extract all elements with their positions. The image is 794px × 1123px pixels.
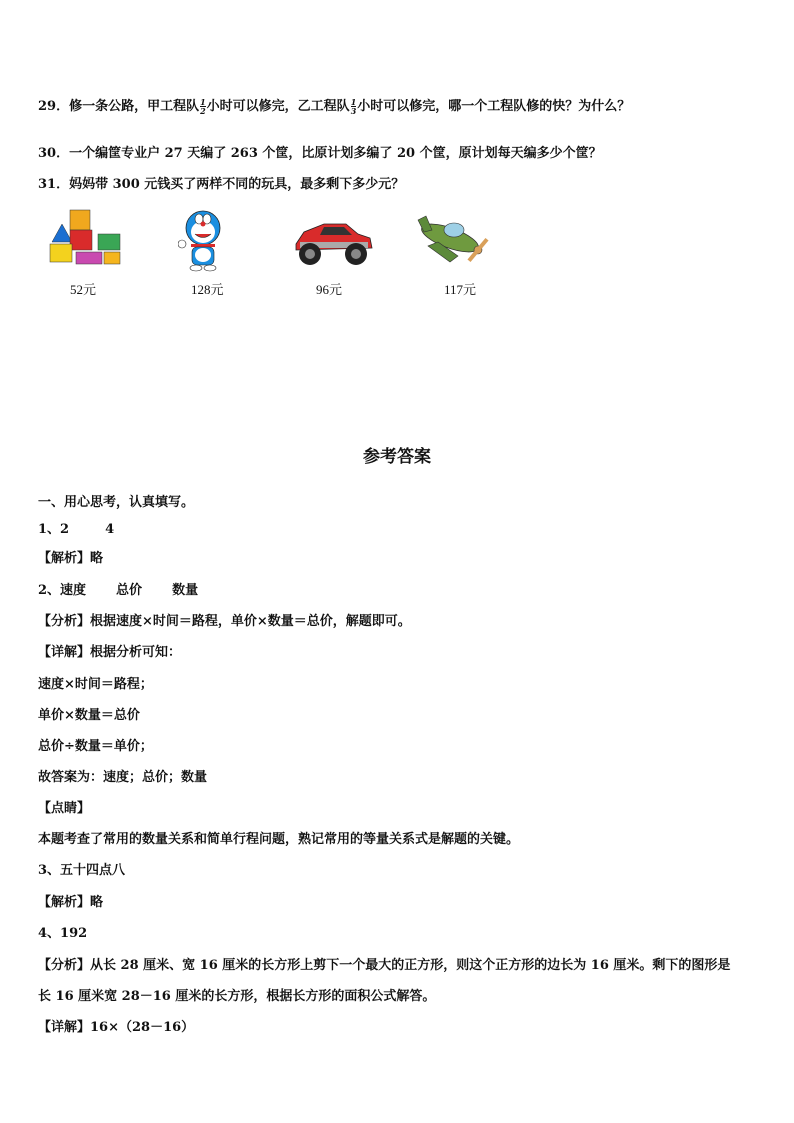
question-29: 29．修一条公路，甲工程队$\frac{1}{2}$ 小时可以修完，乙工程队$\frac{1}{3}$ 小时可以修完，哪一个工程队修的快？为什么？ [38, 97, 631, 116]
question-30: 30．一个编筐专业户 27 天编了 263 个筐，比原计划多编了 20 个筐，原计划每天编多少个筐？ [38, 146, 602, 161]
doraemon-icon [178, 208, 228, 272]
answer-2-line-2: 单价×数量＝总价 [38, 708, 140, 723]
answer-2-tip: 【点睛】 [38, 801, 91, 816]
price-blocks: 52元 [70, 282, 97, 297]
answer-4-analysis-1: 【分析】从长 28 厘米、宽 16 厘米的长方形上剪下一个最大的正方形，则这个正方形的边长为 16 厘米。剩下的图形是 [38, 958, 731, 973]
answer-1: 1、2 4 [38, 522, 115, 537]
building-blocks-icon [48, 208, 124, 268]
price-car: 96元 [316, 282, 343, 297]
answers-title: 参考答案 [363, 447, 431, 467]
answer-2-tip-text: 本题考查了常用的数量关系和简单行程问题，熟记常用的等量关系式是解题的关键。 [38, 832, 520, 847]
answer-1-analysis: 【解析】略 [38, 551, 104, 566]
answer-2-detail: 【详解】根据分析可知： [38, 645, 182, 660]
answer-2-line-1: 速度×时间＝路程； [38, 677, 153, 692]
answer-4-detail: 【详解】16×（28－16） [38, 1020, 195, 1035]
answer-2: 2、速度 总价 数量 [38, 583, 199, 598]
answer-4-analysis-2: 长 16 厘米宽 28－16 厘米的长方形，根据长方形的面积公式解答。 [38, 989, 436, 1004]
answer-3: 3、五十四点八 [38, 863, 126, 878]
price-doraemon: 128元 [191, 282, 224, 297]
toy-car-icon [290, 214, 376, 268]
toy-plane-icon [410, 206, 492, 268]
answer-2-line-4: 故答案为：速度；总价；数量 [38, 770, 208, 785]
question-31: 31．妈妈带 300 元钱买了两样不同的玩具，最多剩下多少元？ [38, 177, 405, 192]
section-1-heading: 一、用心思考，认真填写。 [38, 495, 195, 510]
answer-2-analysis: 【分析】根据速度×时间＝路程，单价×数量＝总价，解题即可。 [38, 614, 411, 629]
answer-4: 4、192 [38, 926, 88, 941]
fraction-one-third: $\frac{1}{3}$ [350, 97, 357, 116]
answer-2-line-3: 总价÷数量＝单价； [38, 739, 153, 754]
fraction-one-half: $\frac{1}{2}$ [200, 97, 206, 116]
price-plane: 117元 [444, 282, 477, 297]
answer-3-analysis: 【解析】略 [38, 895, 104, 910]
